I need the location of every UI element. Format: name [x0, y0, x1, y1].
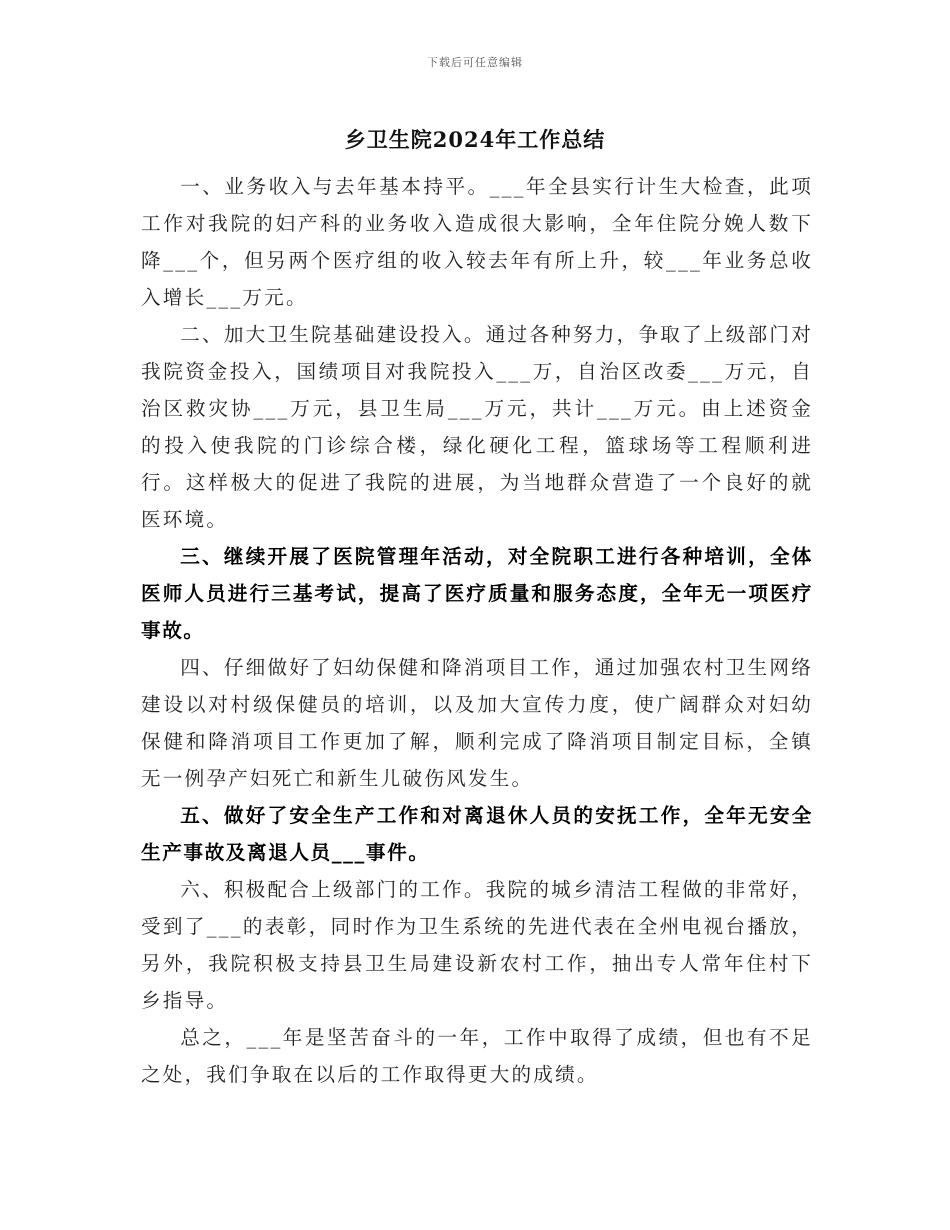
- paragraph-6: 六、积极配合上级部门的工作。我院的城乡清洁工程做的非常好，受到了___的表彰，同时作为卫生系统的先进代表在全州电视台播放，另外，我院积极支持县卫生局建设新农村工作，抽出专人常年住村下乡指导。: [141, 878, 813, 1012]
- paragraph-1: 一、业务收入与去年基本持平。___年全县实行计生大检查，此项工作对我院的妇产科的业务收入造成很大影响，全年住院分娩人数下降___个，但另两个医疗组的收入较去年有所上升，较___年业务总收入增长___万元。: [141, 175, 813, 309]
- paragraph-3: 三、继续开展了医院管理年活动，对全院职工进行各种培训，全体医师人员进行三基考试，提高了医疗质量和服务态度，全年无一项医疗事故。: [141, 545, 813, 642]
- paragraph-7: 总之，___年是坚苦奋斗的一年，工作中取得了成绩，但也有不足之处，我们争取在以后的工作取得更大的成绩。: [141, 1026, 813, 1086]
- header-note: 下载后可任意编辑: [427, 56, 523, 69]
- document-body: [141, 168, 813, 1093]
- paragraph-5: 五、做好了安全生产工作和对离退休人员的安抚工作，全年无安全生产事故及离退人员___事件。: [141, 804, 813, 864]
- paragraph-2: 二、加大卫生院基础建设投入。通过各种努力，争取了上级部门对我院资金投入，国绩项目对我院投入___万，自治区改委___万元，自治区救灾协___万元，县卫生局___万元，共计___万元。由上述资金的投入使我院的门诊综合楼，绿化硬化工程，篮球场等工程顺利进行。这样极大的促进了我院的进展，为当地群众营造了一个良好的就医环境。: [141, 323, 813, 531]
- document-title: 乡卫生院2024年工作总结: [344, 127, 606, 152]
- paragraph-4: 四、仔细做好了妇幼保健和降消项目工作，通过加强农村卫生网络建设以对村级保健员的培训，以及加大宣传力度，使广阔群众对妇幼保健和降消项目工作更加了解，顺利完成了降消项目制定目标，全镇无一例孕产妇死亡和新生儿破伤风发生。: [141, 656, 813, 790]
